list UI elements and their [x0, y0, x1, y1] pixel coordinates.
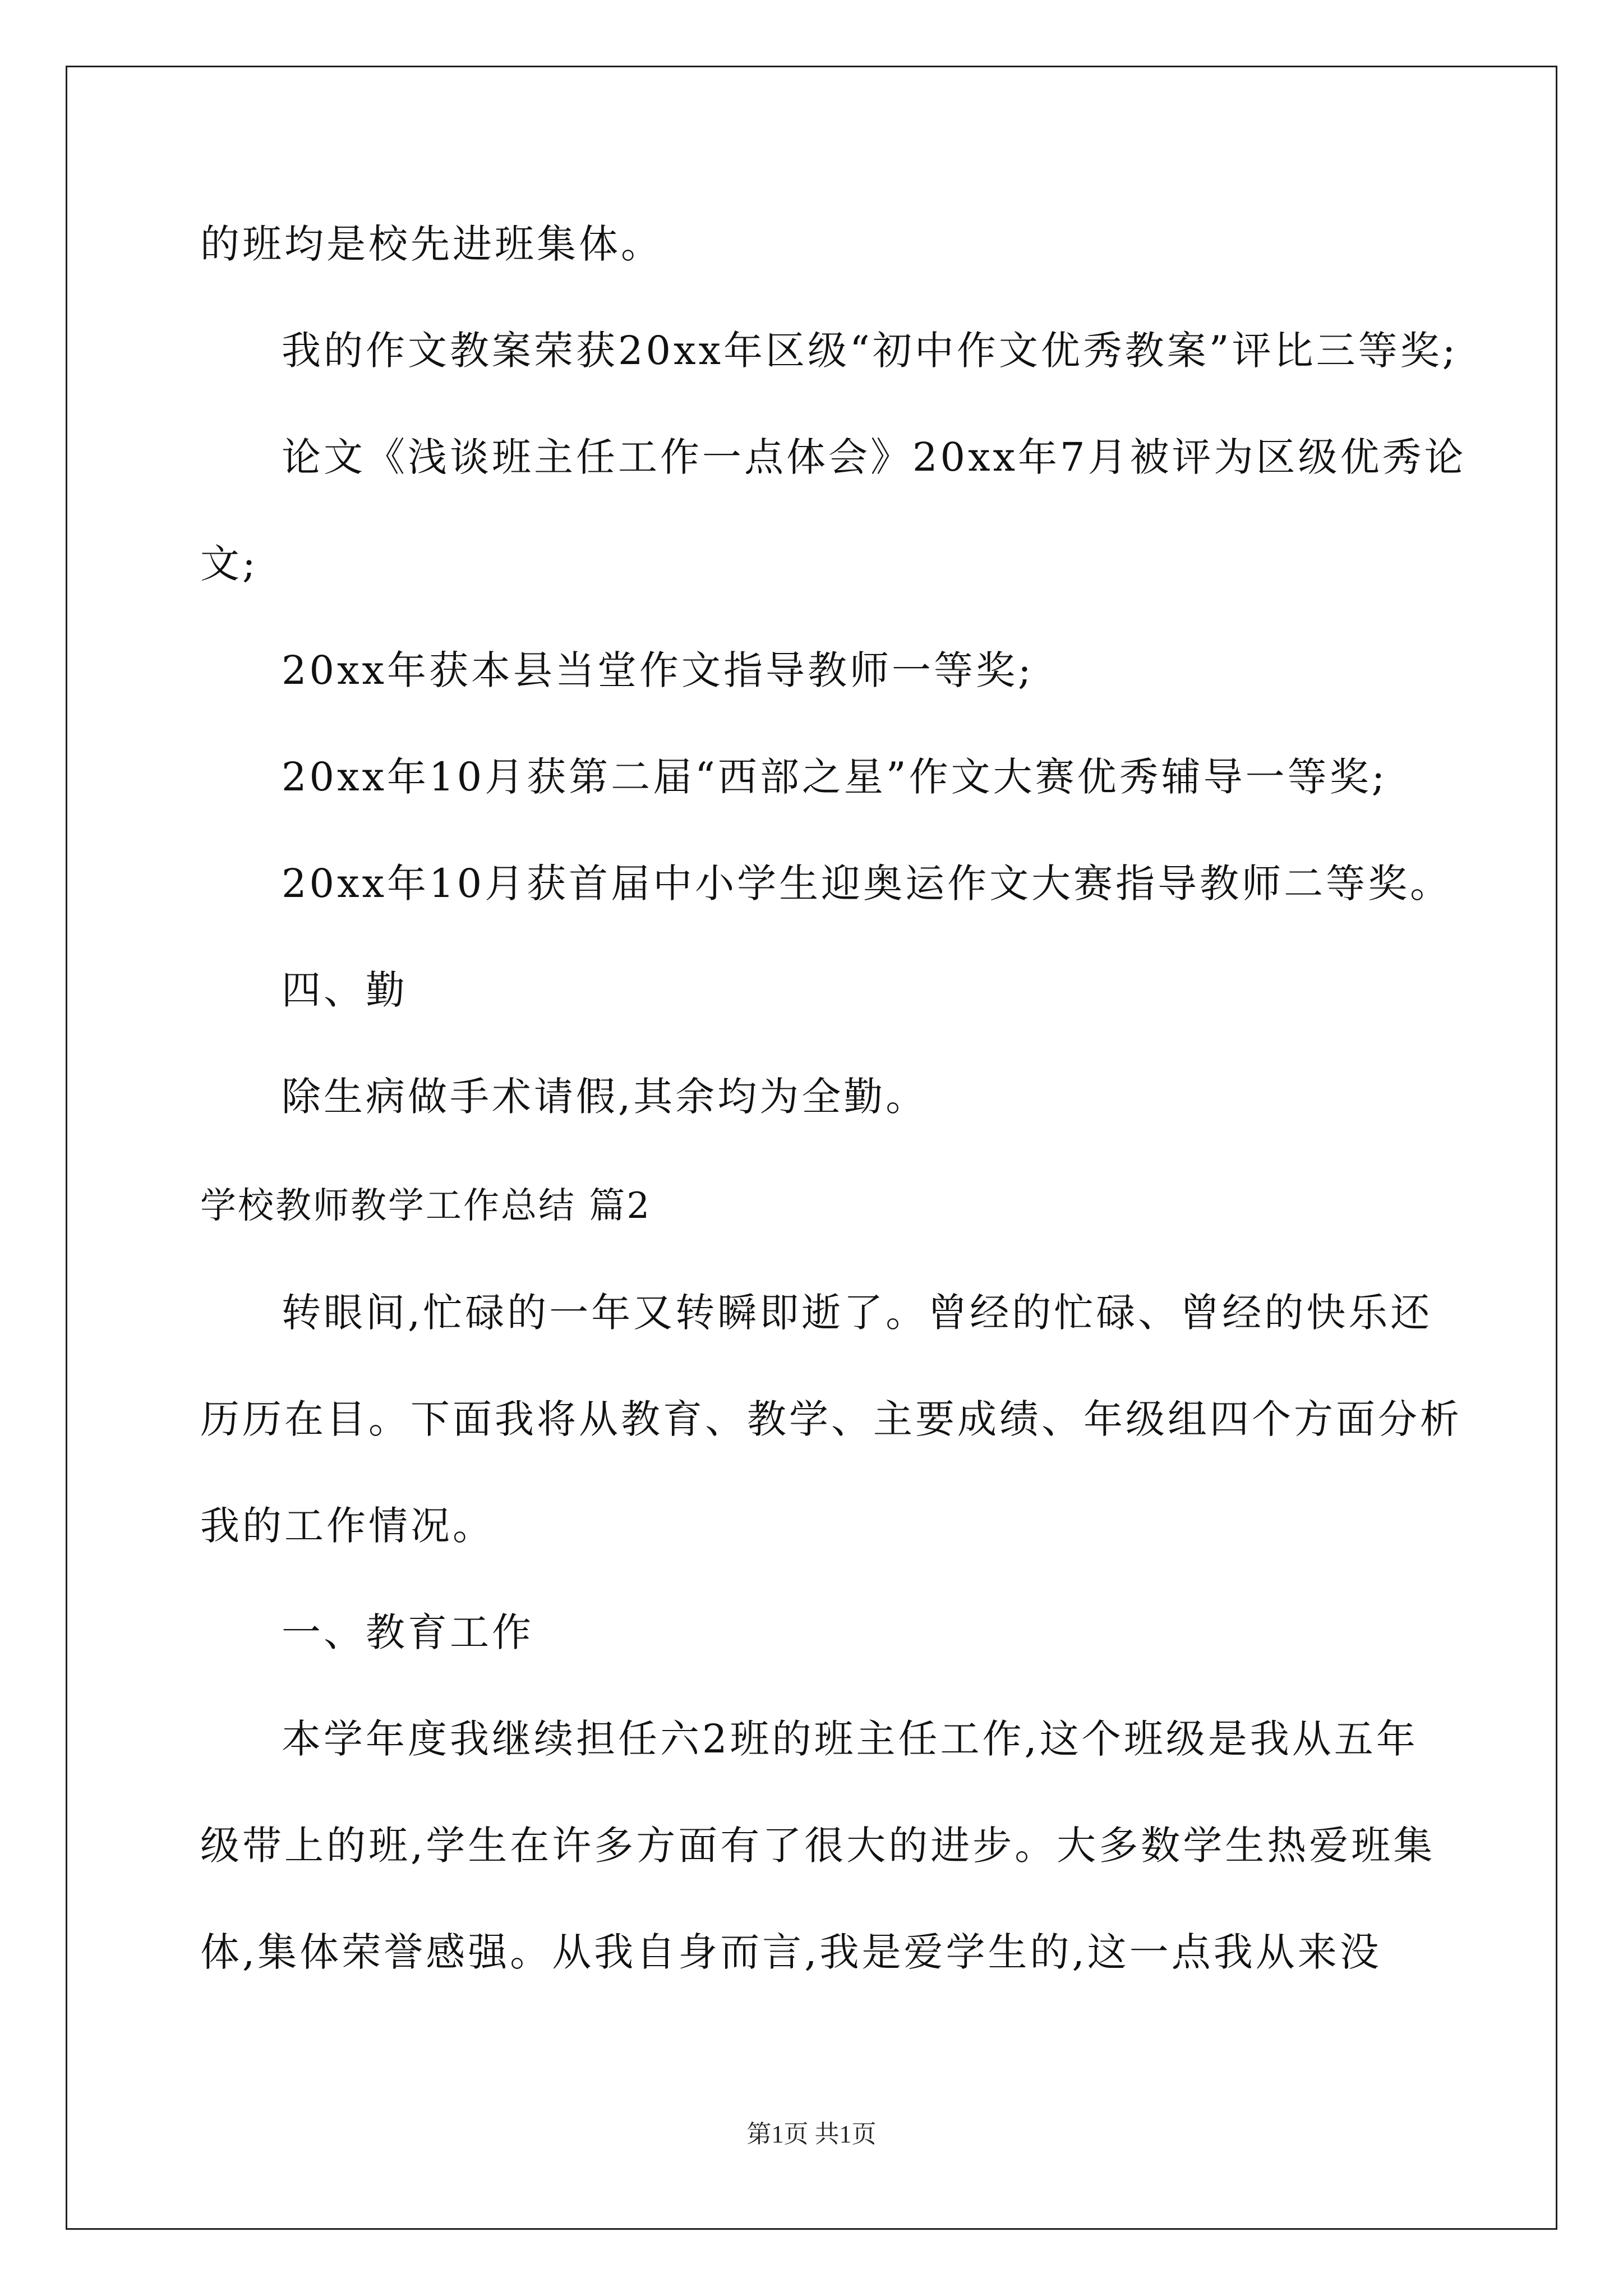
text-line-4: 文; [200, 541, 259, 587]
text-line-17: 体,集体荣誉感强。从我自身而言,我是爱学生的,这一点我从来没 [200, 1929, 1382, 1975]
section-heading-attendance: 四、勤 [282, 967, 408, 1013]
section-heading-education: 一、教育工作 [282, 1609, 534, 1655]
text-line-2: 我的作文教案荣获20xx年区级“初中作文优秀教案”评比三等奖; [282, 328, 1459, 374]
text-line-1: 的班均是校先进班集体。 [200, 221, 663, 267]
text-line-6: 20xx年10月获第二届“西部之星”作文大赛优秀辅导一等奖; [282, 754, 1388, 800]
text-line-5: 20xx年获本县当堂作文指导教师一等奖; [282, 647, 1034, 693]
text-line-9: 除生病做手术请假,其余均为全勤。 [282, 1074, 928, 1120]
page-footer: 第1页 共1页 [746, 2120, 877, 2148]
article-title: 学校教师教学工作总结 篇2 [200, 1185, 652, 1227]
text-line-3: 论文《浅谈班主任工作一点体会》20xx年7月被评为区级优秀论 [282, 434, 1467, 480]
text-line-13: 我的工作情况。 [200, 1503, 495, 1549]
text-line-15: 本学年度我继续担任六2班的班主任工作,这个班级是我从五年 [282, 1716, 1418, 1762]
text-line-16: 级带上的班,学生在许多方面有了很大的进步。大多数学生热爱班集 [200, 1823, 1436, 1869]
page-border [66, 66, 1557, 2230]
text-line-7: 20xx年10月获首届中小学生迎奥运作文大赛指导教师二等奖。 [282, 861, 1453, 907]
text-line-12: 历历在目。下面我将从教育、教学、主要成绩、年级组四个方面分析 [200, 1396, 1462, 1442]
text-line-11: 转眼间,忙碌的一年又转瞬即逝了。曾经的忙碌、曾经的快乐还 [282, 1290, 1433, 1336]
